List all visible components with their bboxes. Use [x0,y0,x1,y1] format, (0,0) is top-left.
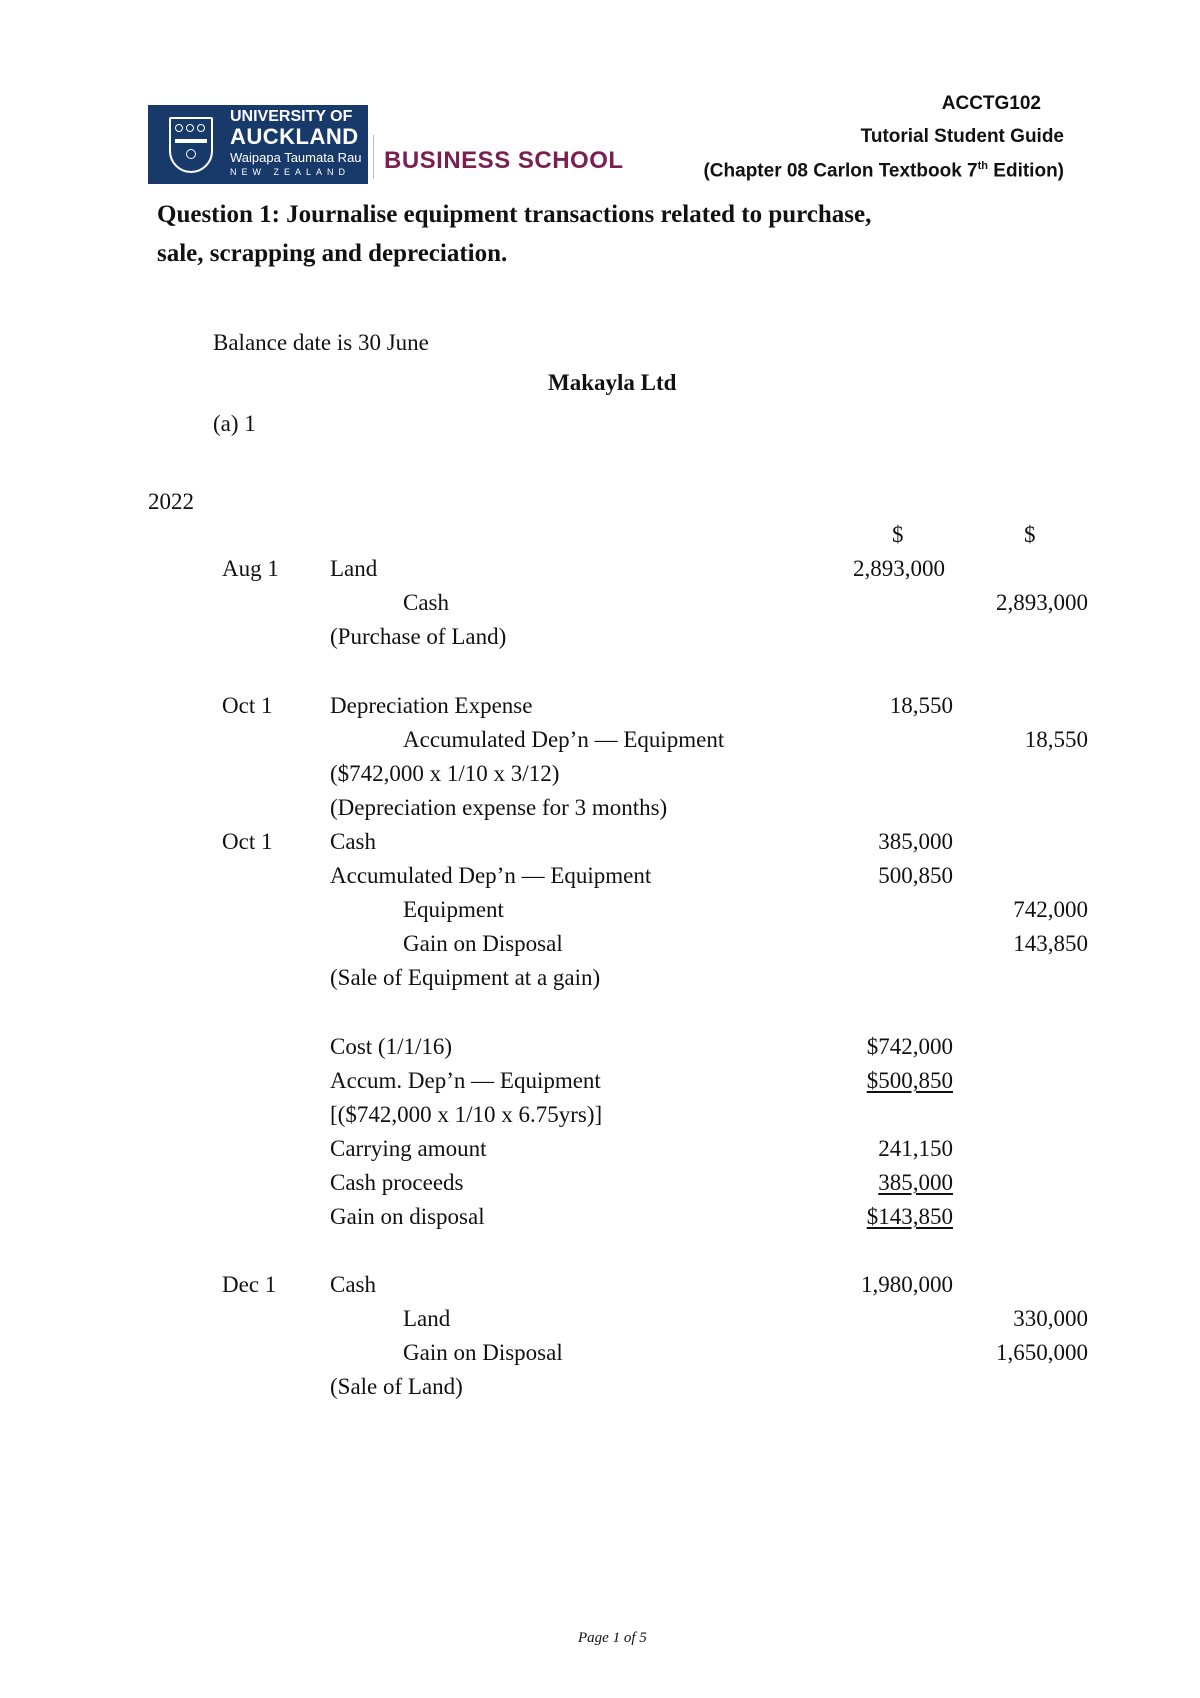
credit-amount: 18,550 [1024,727,1088,752]
debit-account: Cash [330,829,376,854]
entry-date: Dec 1 [222,1272,277,1297]
debit-amount: 18,550 [889,693,953,718]
university-logo [148,105,368,184]
credit-account: Equipment [403,897,504,922]
debit-amount: 385,000 [878,829,953,854]
credit-account: Gain on Disposal [403,1340,563,1365]
question-title-line2: sale, scrapping and depreciation. [157,240,508,267]
working-value: 241,150 [878,1136,953,1161]
question-title-line1: Question 1: Journalise equipment transactions related to purchase, [157,201,872,228]
working-label: Gain on disposal [330,1204,485,1229]
working-value: 385,000 [878,1170,953,1195]
debit-account: Cash [330,1272,376,1297]
chapter-reference: (Chapter 08 Carlon Textbook 7th Edition) [703,160,1064,182]
calculation: ($742,000 x 1/10 x 3/12) [330,761,560,786]
debit-amount: 2,893,000 [853,556,945,581]
working-value: $500,850 [866,1068,953,1093]
entry-date: Aug 1 [222,556,279,581]
debit-account: Accumulated Dep’n — Equipment [330,863,652,888]
balance-date: Balance date is 30 June [213,330,429,355]
debit-column-header: $ [892,522,904,547]
working-value: $742,000 [866,1034,953,1059]
guide-title: Tutorial Student Guide [860,126,1064,147]
logo-line-auckland: AUCKLAND [230,124,359,149]
credit-account: Gain on Disposal [403,931,563,956]
page-number: Page 1 of 5 [578,1630,647,1646]
debit-amount: 1,980,000 [861,1272,953,1297]
credit-amount: 330,000 [1013,1306,1088,1331]
logo-divider [373,135,374,179]
part-label: (a) 1 [213,411,256,436]
logo-line-maori-name: Waipapa Taumata Rau [230,150,362,165]
credit-amount: 1,650,000 [996,1340,1088,1365]
working-label: Cost (1/1/16) [330,1034,453,1059]
business-school-wordmark: BUSINESS SCHOOL [384,147,624,174]
year-label: 2022 [148,489,194,514]
credit-account: Cash [403,590,449,615]
narration: (Purchase of Land) [330,624,507,649]
logo-line-university-of: UNIVERSITY OF [230,108,353,125]
logo-line-new-zealand: NEW ZEALAND [230,167,351,177]
credit-amount: 742,000 [1013,897,1088,922]
narration: (Depreciation expense for 3 months) [330,795,668,820]
course-code: ACCTG102 [941,93,1041,114]
debit-amount: 500,850 [878,863,953,888]
working-label: Accum. Dep’n — Equipment [330,1068,601,1093]
crest-icon [169,117,213,173]
narration: (Sale of Equipment at a gain) [330,965,601,990]
credit-amount: 143,850 [1013,931,1088,956]
credit-account: Land [403,1306,451,1331]
narration: (Sale of Land) [330,1374,463,1399]
working-label: Cash proceeds [330,1170,464,1195]
entry-date: Oct 1 [222,693,273,718]
company-name: Makayla Ltd [548,370,677,395]
entry-date: Oct 1 [222,829,273,854]
credit-amount: 2,893,000 [996,590,1088,615]
working-calculation: [($742,000 x 1/10 x 6.75yrs)] [330,1102,603,1127]
working-label: Carrying amount [330,1136,487,1161]
working-value: $143,850 [866,1204,953,1229]
debit-account: Depreciation Expense [330,693,533,718]
credit-account: Accumulated Dep’n — Equipment [403,727,725,752]
debit-account: Land [330,556,378,581]
credit-column-header: $ [1024,522,1036,547]
